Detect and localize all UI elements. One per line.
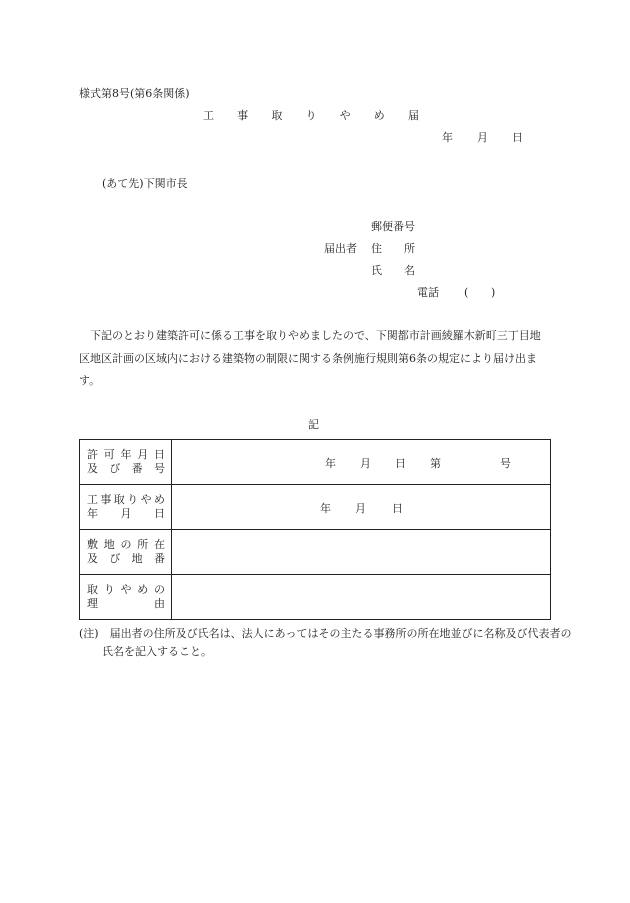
site-location-label: 敷 地 の 所 在 及 び 地 番 — [80, 530, 172, 575]
phone-label: 電話 — [417, 286, 439, 299]
body-paragraph: 下記のとおり建築許可に係る工事を取りやめましたので、下関都市計画綾羅木新町三丁目地区地区計画の区域内における建築物の制限に関する条例施行規則第6条の規定により届け出ます。 — [79, 329, 541, 387]
phone-paren-open: ( — [464, 286, 469, 299]
table-row — [80, 440, 551, 485]
address-label-2: 所 — [404, 242, 415, 255]
phone-paren-close: ) — [491, 286, 496, 299]
name-label-2: 名 — [404, 264, 415, 277]
cancel-date-label: 工 事 取 り や め 年 月 日 — [80, 485, 172, 530]
footnote: (注) 届出者の住所及び氏名は、法人にあってはその主たる事務所の所在地並びに名称及び代表者の氏名を記入すること。 — [79, 627, 572, 658]
applicant-label: 届出者 — [324, 242, 357, 255]
cancel-date-value[interactable]: 年 月 日 — [172, 485, 551, 530]
permit-date-number-value[interactable]: 年 月 日 第 号 — [172, 440, 551, 485]
address-label-1: 住 — [371, 242, 382, 255]
record-table — [79, 439, 551, 620]
permit-date-number-label: 許 可 年 月 日 及 び 番 号 — [80, 440, 172, 485]
date-month: 月 — [477, 131, 488, 144]
addressee: (あて先)下関市長 — [102, 177, 188, 190]
name-label-1: 氏 — [371, 264, 382, 277]
postal-code-label: 郵便番号 — [371, 220, 415, 233]
table-row — [80, 485, 551, 530]
date-year: 年 — [442, 131, 453, 144]
record-heading: 記 — [308, 418, 319, 431]
form-title: 工 事 取 り や め 届 — [203, 109, 419, 122]
site-location-value[interactable] — [172, 530, 551, 575]
table-row — [80, 575, 551, 620]
cancel-reason-label: 取 り や め の 理 由 — [80, 575, 172, 620]
form-number: 様式第8号(第6条関係) — [79, 87, 190, 100]
date-day: 日 — [512, 131, 523, 144]
table-row — [80, 530, 551, 575]
cancel-reason-value[interactable] — [172, 575, 551, 620]
